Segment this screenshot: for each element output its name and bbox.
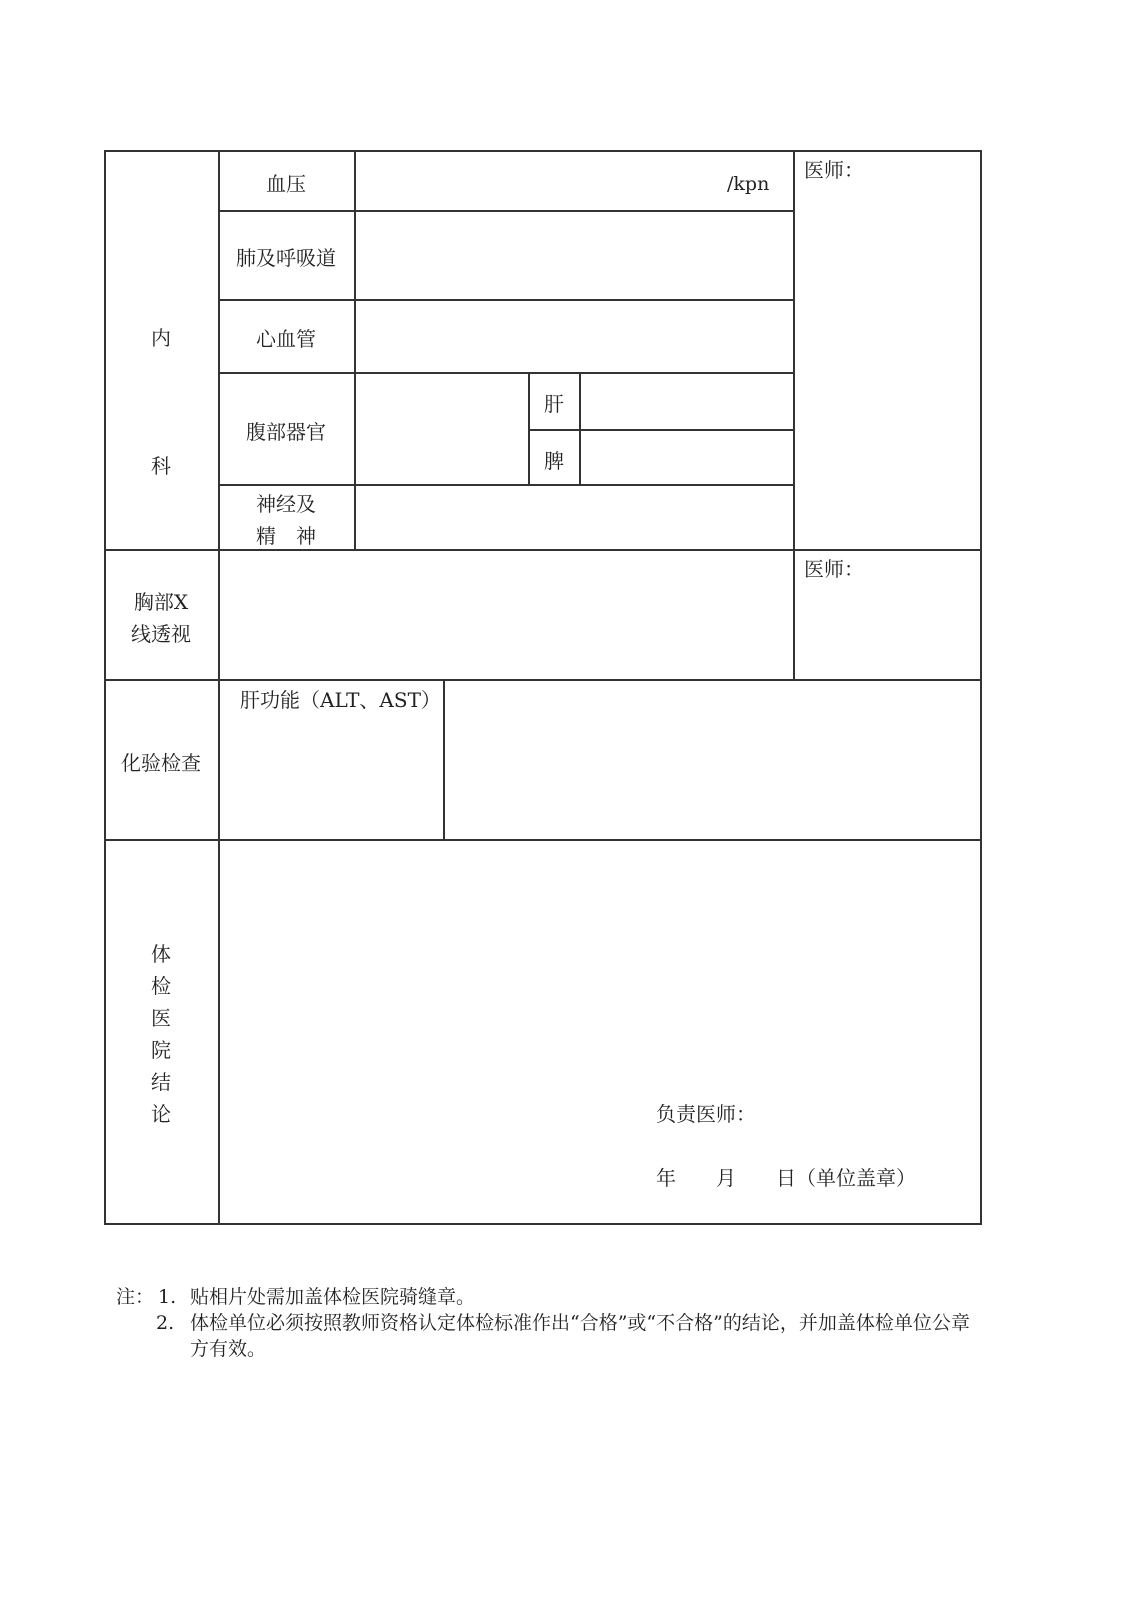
note-text-2: 体检单位必须按照教师资格认定体检标准作出“合格”或“不合格”的结论，并加盖体检单位公章方有效。 xyxy=(190,1312,970,1360)
note-number-2: 2. xyxy=(156,1312,175,1334)
table-border-bottom xyxy=(104,1223,982,1225)
spleen-field[interactable] xyxy=(581,431,793,484)
note-number-1: 1. xyxy=(158,1286,177,1308)
table-border-left xyxy=(104,150,106,1225)
abdomen-field[interactable] xyxy=(356,374,528,484)
xray-doctor-label: 医师： xyxy=(804,557,864,581)
liver-function-label: 肝功能（ALT、AST） xyxy=(240,688,441,712)
cardio-label: 心血管 xyxy=(256,327,316,351)
abdomen-label: 腹部器官 xyxy=(246,420,326,444)
spleen-label: 脾 xyxy=(544,449,564,473)
liver-field[interactable] xyxy=(581,374,793,429)
neuro-label-line1: 神经及 xyxy=(256,492,316,516)
date-stamp-line: 年 月 日（单位盖章） xyxy=(656,1166,916,1190)
note-text-1: 贴相片处需加盖体检医院骑缝章。 xyxy=(190,1286,476,1308)
note-item-2 xyxy=(116,1310,1016,1362)
notes-prefix: 注： xyxy=(116,1286,155,1308)
neuro-label-line2: 精 神 xyxy=(256,524,316,548)
lab-label: 化验检查 xyxy=(121,751,201,775)
xray-field[interactable] xyxy=(220,551,793,679)
internal-doctor-signature[interactable] xyxy=(795,152,980,549)
xray-label-line2: 线透视 xyxy=(131,622,191,646)
table-border-right xyxy=(980,150,982,1225)
internal-medicine-label: 内科 xyxy=(151,326,171,478)
lungs-label: 肺及呼吸道 xyxy=(236,246,336,270)
lab-result-field[interactable] xyxy=(445,681,980,839)
lungs-field[interactable] xyxy=(356,212,793,299)
internal-doctor-label: 医师： xyxy=(804,158,864,182)
organ-column-divider-left xyxy=(528,372,530,486)
responsible-doctor-label: 负责医师： xyxy=(656,1102,756,1126)
blood-pressure-unit: /kpn xyxy=(727,173,770,195)
xray-doctor-signature[interactable] xyxy=(795,551,980,679)
notes xyxy=(116,1284,1016,1362)
xray-label-line1: 胸部X xyxy=(133,590,189,614)
conclusion-label: 体检医院结论 xyxy=(151,942,171,1126)
blood-pressure-label: 血压 xyxy=(266,172,306,196)
neuro-field[interactable] xyxy=(356,486,793,549)
cardio-field[interactable] xyxy=(356,301,793,372)
liver-label: 肝 xyxy=(544,392,564,416)
note-item-1 xyxy=(116,1284,1016,1310)
